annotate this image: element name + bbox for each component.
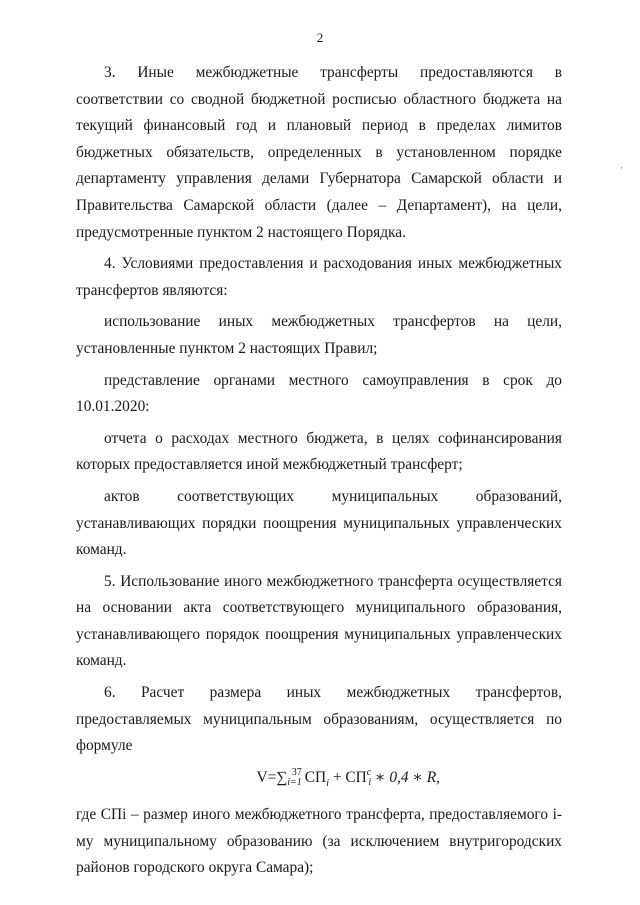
scan-mark: ‚ — [620, 160, 623, 170]
condition-submission: представление органами местного самоуправления в срок до 10.01.2020: — [76, 371, 562, 416]
paragraph-4: 4. Условиями предоставления и расходования иных межбюджетных трансфертов являются: — [76, 255, 562, 299]
acts-item: актов соответствующих муниципальных образований, устанавливающих порядки поощрения муниципальных управленческих команд. — [76, 487, 562, 559]
condition-usage: использование иных межбюджетных трансфертов на цели, установленные пунктом 2 настоящих Правил; — [76, 313, 562, 357]
sum-lower: i=1 — [287, 777, 302, 789]
formula-tail: ∗ 0,4 ∗ R, — [371, 768, 440, 786]
term2-sup: c — [366, 767, 372, 779]
formula-legend: где СПi – размер иного межбюджетного трансферта, предоставляемого i-му муниципальному образованию (за исключением внутригородских районов городского округа Самара); — [76, 805, 562, 877]
page-number: 2 — [316, 30, 324, 45]
document-body — [76, 60, 562, 887]
formula-plus: + СП — [328, 768, 367, 786]
term2-sub: i — [368, 777, 372, 789]
paragraph-3: 3. Иные межбюджетные трансферты предоставляются в соответствии со сводной бюджетной росписью областного бюджета на текущий финансовый год и плановый период в пределах лимитов бюджетных обязательств, определенных в установленном порядке департаменту управления делами Губернатора Самарской области и Правительства Самарской области (далее – Департамент), на цели, предусмотренные пунктом 2 настоящего Порядка. — [76, 64, 562, 241]
paragraph-6: 6. Расчет размера иных межбюджетных трансфертов, предоставляемых муниципальным образованиям, осуществляется по формуле — [76, 684, 562, 755]
report-item: отчета о расходах местного бюджета, в целях софинансирования которых предоставляется иной межбюджетный трансферт; — [76, 429, 562, 474]
paragraph-5: 5. Использование иного межбюджетного трансферта осуществляется на основании акта соответствующего муниципального образования, устанавливающего порядок поощрения муниципальных управленческих команд. — [76, 572, 562, 670]
term1-sub: i — [326, 777, 329, 789]
sum-upper: 37 — [291, 767, 302, 779]
formula — [76, 766, 562, 796]
formula-term1: СП — [304, 768, 327, 786]
formula-lhs: V=∑ — [256, 768, 288, 786]
